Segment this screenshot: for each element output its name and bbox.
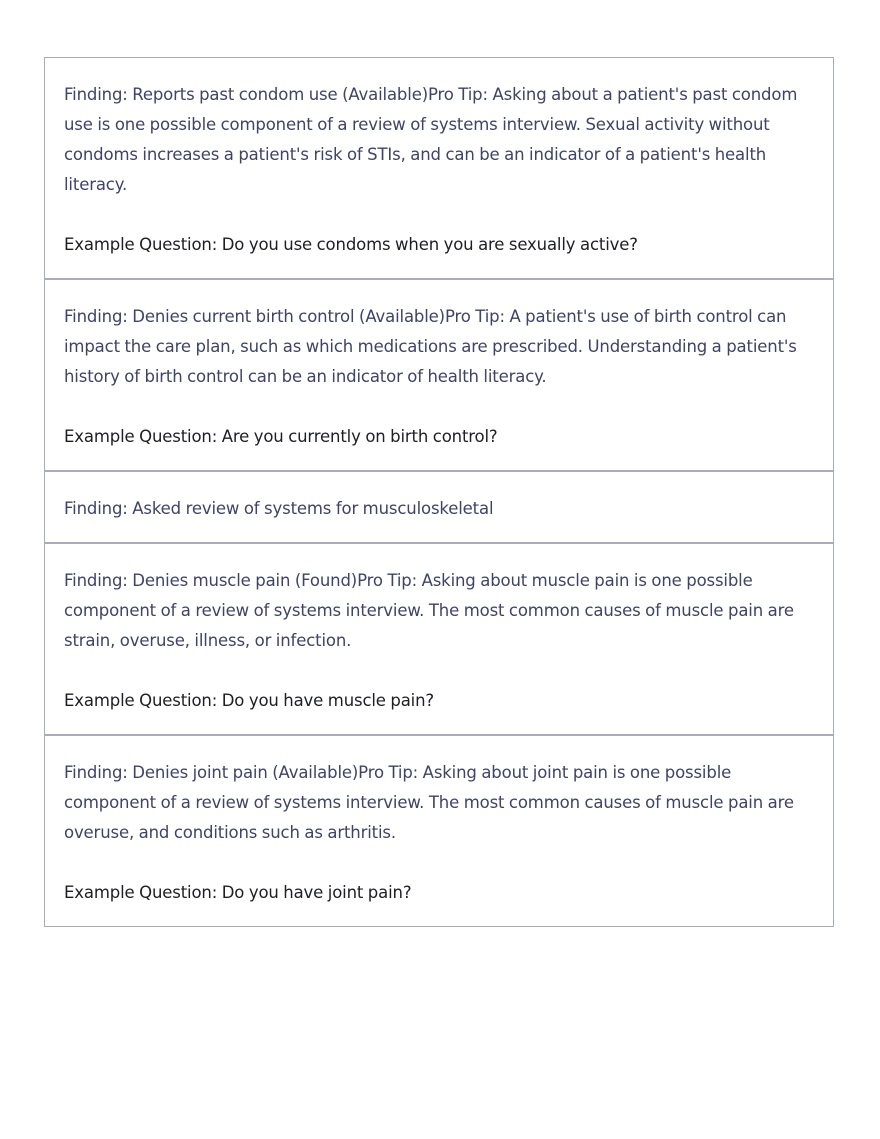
- finding-row: [45, 278, 833, 470]
- example-question: Example Question: Do you use condoms when you are sexually active?: [64, 235, 638, 254]
- finding-row: [45, 470, 833, 542]
- example-question: Example Question: Do you have muscle pain?: [64, 691, 435, 710]
- finding-text: Finding: Asked review of systems for musculoskeletal: [64, 499, 494, 518]
- finding-row: [45, 58, 833, 278]
- finding-row: [45, 542, 833, 734]
- findings-table: [44, 57, 834, 927]
- finding-row: [45, 734, 833, 926]
- example-question: Example Question: Are you currently on birth control?: [64, 427, 498, 446]
- example-question: Example Question: Do you have joint pain?: [64, 883, 412, 902]
- finding-text: Finding: Denies joint pain (Available)Pro Tip: Asking about joint pain is one possible component of a review of systems interview. The most common causes of muscle pain are overuse, and conditions such as arthritis.: [64, 763, 794, 842]
- finding-text: Finding: Reports past condom use (Available)Pro Tip: Asking about a patient's past condom use is one possible component of a review of systems interview. Sexual activity without condoms increases a patient's risk of STIs, and can be an indicator of a patient's health literacy.: [64, 85, 798, 194]
- finding-text: Finding: Denies muscle pain (Found)Pro Tip: Asking about muscle pain is one possible component of a review of systems interview. The most common causes of muscle pain are strain, overuse, illness, or infection.: [64, 571, 794, 650]
- finding-text: Finding: Denies current birth control (Available)Pro Tip: A patient's use of birth control can impact the care plan, such as which medications are prescribed. Understanding a patient's history of birth control can be an indicator of health literacy.: [64, 307, 797, 386]
